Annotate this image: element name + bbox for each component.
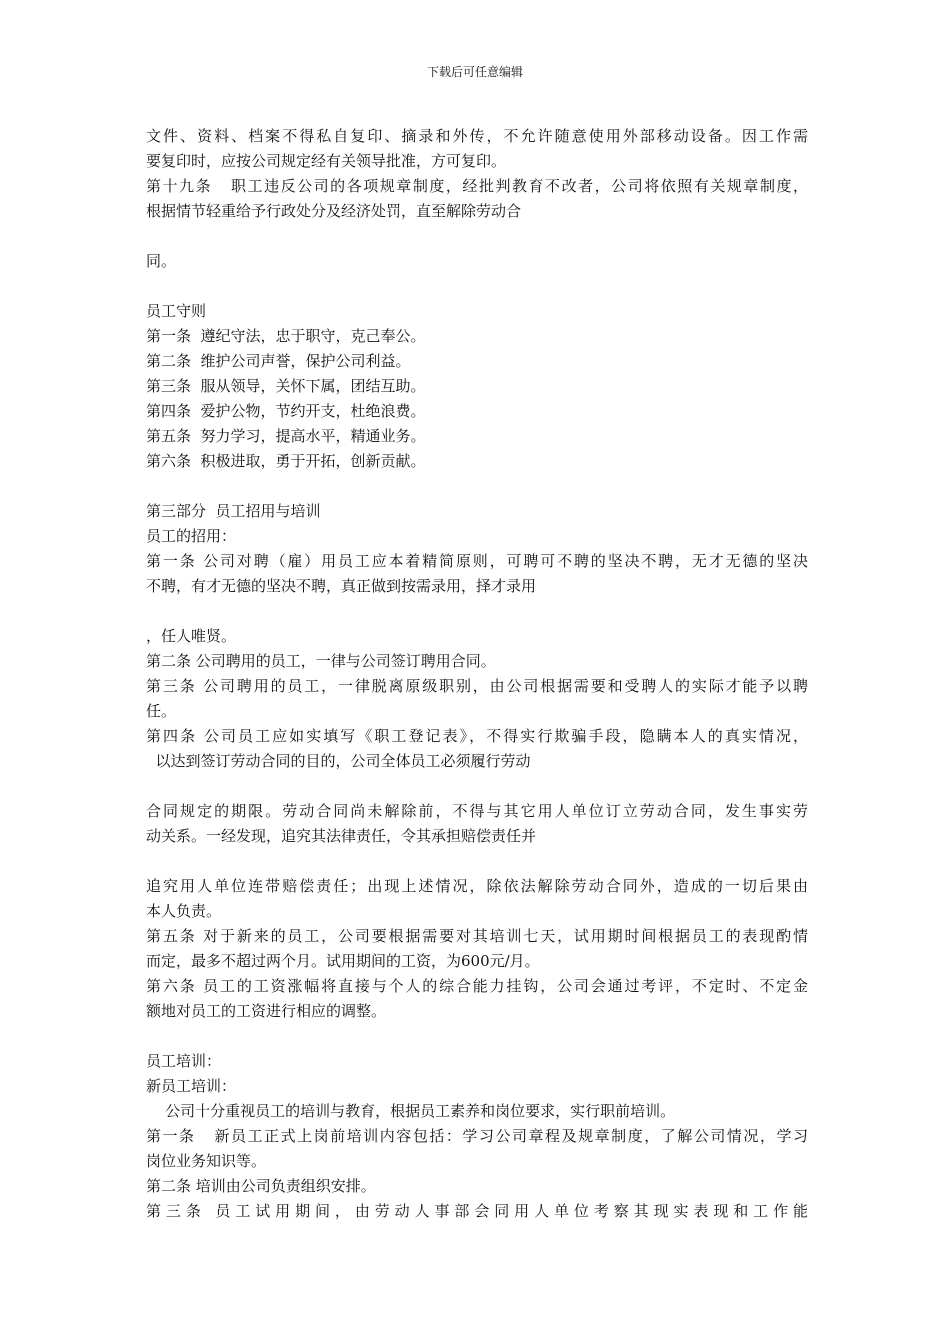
text-line: 公司十分重视员工的培训与教育，根据员工素养和岗位要求，实行职前培训。 [146, 1102, 676, 1120]
text-line: 追究用人单位连带赔偿责任；出现上述情况，除依法解除劳动合同外，造成的一切后果由 [146, 877, 808, 895]
text-line: 新员工培训： [146, 1077, 237, 1095]
text-line: 同。 [146, 252, 177, 270]
text-line: 合同规定的期限。劳动合同尚未解除前，不得与其它用人单位订立劳动合同，发生事实劳 [146, 802, 808, 820]
blank-line [146, 274, 808, 299]
text-line: 岗位业务知识等。 [146, 1152, 267, 1170]
text-line: 第三条 公司聘用的员工，一律脱离原级职别，由公司根据需要和受聘人的实际才能予以聘 [146, 677, 808, 695]
blank-line [146, 599, 808, 624]
blank-line [146, 849, 808, 874]
text-line: 第三条 员工试用期间，由劳动人事部会同用人单位考察其现实表现和工作能 [146, 1202, 808, 1220]
text-line: 员工培训： [146, 1052, 222, 1070]
text-line: 第五条 对于新来的员工，公司要根据需要对其培训七天，试用期时间根据员工的表现酌情 [146, 927, 808, 945]
text-line: 动关系。一经发现，追究其法律责任，令其承担赔偿责任并 [146, 827, 537, 845]
text-line: 第二条 培训由公司负责组织安排。 [146, 1177, 376, 1195]
text-line: 第三部分 员工招用与培训 [146, 502, 321, 520]
page-header: 下载后可任意编辑 [426, 65, 523, 79]
document-body [146, 124, 808, 1224]
text-line: 第三条 服从领导，关怀下属，团结互助。 [146, 377, 426, 395]
text-line: 本人负责。 [146, 902, 222, 920]
text-line: 第四条 爱护公物，节约开支，杜绝浪费。 [146, 402, 426, 420]
blank-line [146, 474, 808, 499]
text-line: 文件、资料、档案不得私自复印、摘录和外传，不允许随意使用外部移动设备。因工作需 [146, 127, 808, 145]
text-line: 额地对员工的工资进行相应的调整。 [146, 1002, 387, 1020]
text-line: 第一条 公司对聘（雇）用员工应本着精简原则，可聘可不聘的坚决不聘，无才无德的坚决 [146, 552, 808, 570]
text-line: 第四条 公司员工应如实填写《职工登记表》，不得实行欺骗手段，隐瞒本人的真实情况， [146, 727, 808, 745]
blank-line [146, 774, 808, 799]
text-line: 第六条 积极进取，勇于开拓，创新贡献。 [146, 452, 426, 470]
text-line: 第五条 努力学习，提高水平，精通业务。 [146, 427, 426, 445]
text-line: 第六条 员工的工资涨幅将直接与个人的综合能力挂钩，公司会通过考评，不定时、不定金 [146, 977, 808, 995]
text-line: 以达到签订劳动合同的目的，公司全体员工必须履行劳动 [146, 752, 531, 770]
text-line: 第十九条 职工违反公司的各项规章制度，经批判教育不改者，公司将依照有关规章制度， [146, 177, 808, 195]
text-line: 根据情节轻重给予行政处分及经济处罚，直至解除劳动合 [146, 202, 522, 220]
text-line: 第二条 维护公司声誉，保护公司利益。 [146, 352, 411, 370]
text-line: ，任人唯贤。 [146, 627, 237, 645]
text-line: 员工守则 [146, 302, 207, 320]
text-line: 而定，最多不超过两个月。试用期间的工资，为600元/月。 [146, 952, 540, 970]
text-line: 不聘，有才无德的坚决不聘，真正做到按需录用，择才录用 [146, 577, 537, 595]
blank-line [146, 1024, 808, 1049]
text-line: 员工的招用： [146, 527, 237, 545]
text-line: 第一条 遵纪守法，忠于职守，克己奉公。 [146, 327, 426, 345]
text-line: 第二条 公司聘用的员工，一律与公司签订聘用合同。 [146, 652, 496, 670]
text-line: 第一条 新员工正式上岗前培训内容包括：学习公司章程及规章制度，了解公司情况，学习 [146, 1127, 808, 1145]
text-line: 要复印时，应按公司规定经有关领导批准，方可复印。 [146, 152, 507, 170]
blank-line [146, 224, 808, 249]
text-line: 任。 [146, 702, 177, 720]
